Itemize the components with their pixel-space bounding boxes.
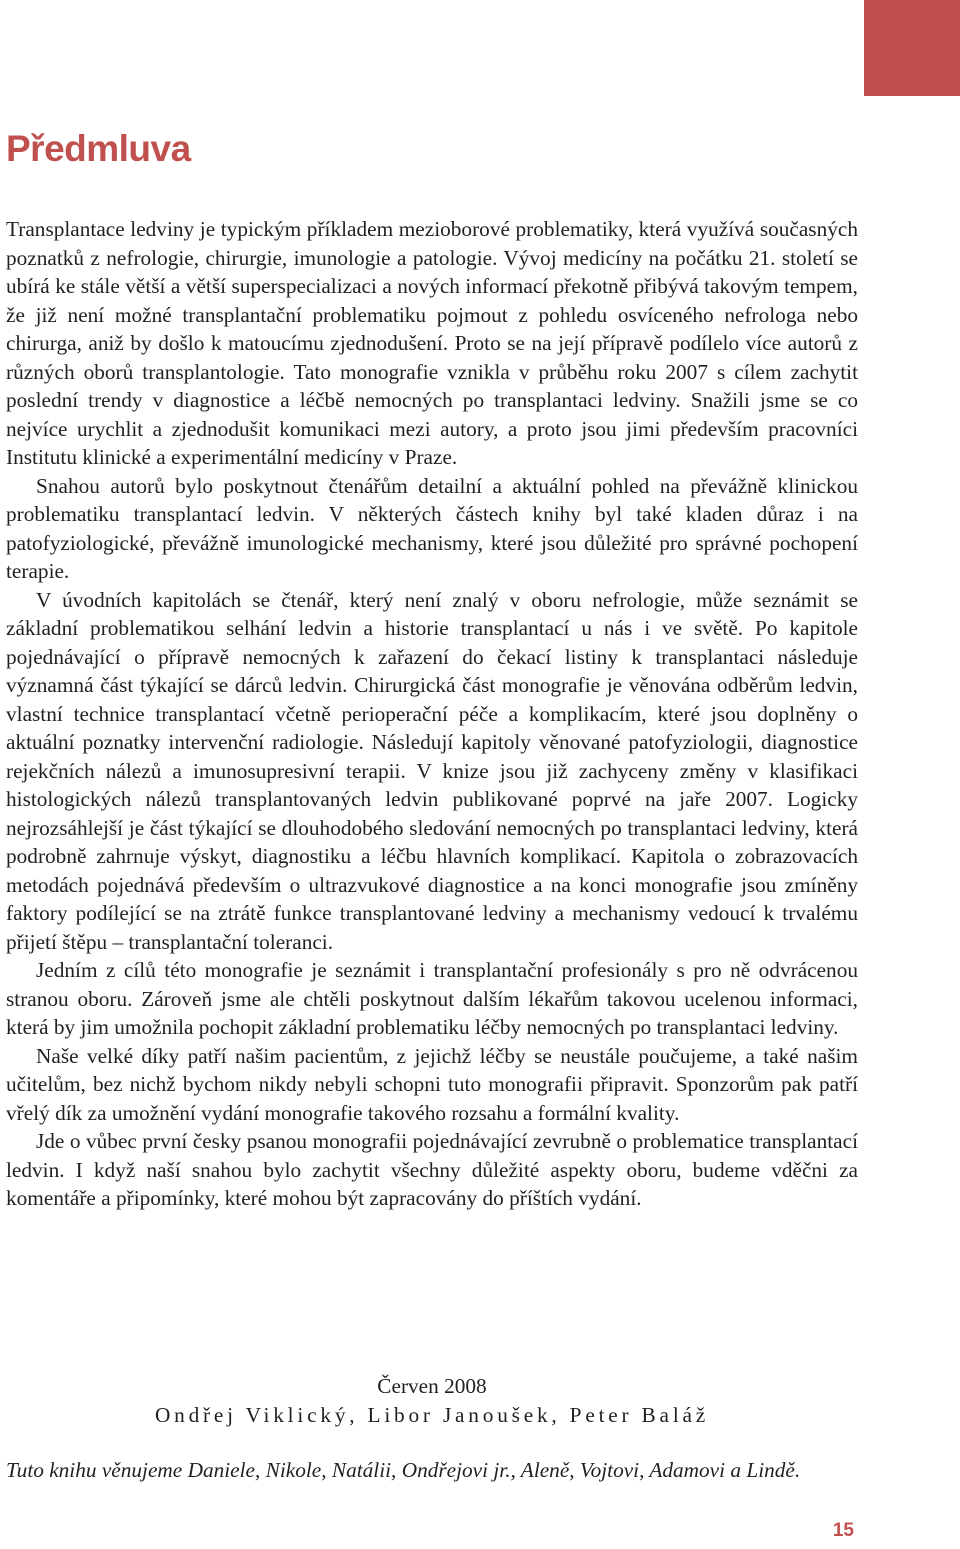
paragraph: Jedním z cílů této monografie je seznámit i transplantační profesionály s pro ně odvrácenou stranou oboru. Zároveň jsme ale chtěli poskytnout dalším lékařům takovou ucelenou informaci, která by jim umožnila pochopit základní problematiku léčby nemocných po transplantaci ledviny. [6,958,858,1039]
paragraph: Jde o vůbec první česky psanou monografii pojednávající zevrubně o problematice transplantací ledvin. I když naší snahou bylo zachytit všechny důležité aspekty oboru, budeme vděčni za komentáře a připomínky, které mohou být zapracovány do příštích vydání. [6,1129,858,1210]
chapter-corner-tab [864,0,960,96]
signature-authors: Ondřej Viklický, Libor Janoušek, Peter Baláž [154,1403,710,1427]
paragraph: Snahou autorů bylo poskytnout čtenářům detailní a aktuální pohled na převážně klinickou problematiku transplantací ledvin. V některých částech knihy byl také kladen důraz i na patofyziologické, převážně imunologické mechanismy, které jsou důležité pro správné pochopení terapie. [6,473,858,583]
paragraph: V úvodních kapitolách se čtenář, který není znalý v oboru nefrologie, může seznámit se základní problematikou selhání ledvin a historie transplantací u nás i ve světě. Po kapitole pojednávající o přípravě nemocných k zařazení do čekací listiny k transplantaci následuje významná část týkající se dárců ledvin. Chirurgická část monografie je věnována odběrům ledvin, vlastní technice transplantací včetně perioperační péče a komplikacím, které jsou doplněny o aktuální poznatky intervenční radiologie. Následují kapitoly věnované patofyziologii, diagnostice rejekčních nálezů a imunosupresivní terapii. V knize jsou již zachyceny změny v klasifikaci histologických nálezů transplantovaných ledvin publikované poprvé na jaře 2007. Logicky nejrozsáhlejší je část týkající se dlouhodobého sledování nemocných po transplantaci ledviny, která podrobně zahrnuje výskyt, diagnostiku a léčbu hlavních komplikací. Kapitola o zobrazovacích metodách pojednává především o ultrazvukové diagnostice a na konci monografie jsou zmíněny faktory podílející se na ztrátě funkce transplantované ledviny a mechanismy vedoucí k trvalému přijetí štěpu – transplantační toleranci. [6,587,858,954]
paragraph: Naše velké díky patří našim pacientům, z jejichž léčby se neustále poučujeme, a také našim učitelům, bez nichž bychom nikdy nebyli schopni tuto monografii připravit. Sponzorům pak patří vřelý dík za umožnění vydání monografie takového rozsahu a formální kvality. [6,1043,858,1125]
dedication: Tuto knihu věnujeme Daniele, Nikole, Natálii, Ondřejovi jr., Aleně, Vojtovi, Adamovi a Lindě. [6,1458,801,1482]
signature-block [6,1372,858,1430]
page-number: 15 [832,1520,854,1541]
preface-body [6,215,858,1213]
page-title: Předmluva [6,128,191,169]
signature-date: Červen 2008 [377,1374,487,1398]
paragraph: Transplantace ledviny je typickým příkladem mezioborové problematiky, která využívá současných poznatků z nefrologie, chirurgie, imunologie a patologie. Vývoj medicíny na počátku 21. století se ubírá ke stále větší a větší superspecializaci a nových informací překotně přibývá takovým tempem, že již není možné transplantační problematiku pojmout z pohledu osvíceného nefrologa nebo chirurga, aniž by došlo k matoucímu zjednodušení. Proto se na její přípravě podílelo více autorů z různých oborů transplantologie. Tato monografie vznikla v průběhu roku 2007 s cílem zachytit poslední trendy v diagnostice a léčbě nemocných po transplantaci ledviny. Snažili jsme se co nejvíce urychlit a zjednodušit komunikaci mezi autory, a proto jsou jimi především pracovníci Institutu klinické a experimentální medicíny v Praze. [6,217,858,469]
